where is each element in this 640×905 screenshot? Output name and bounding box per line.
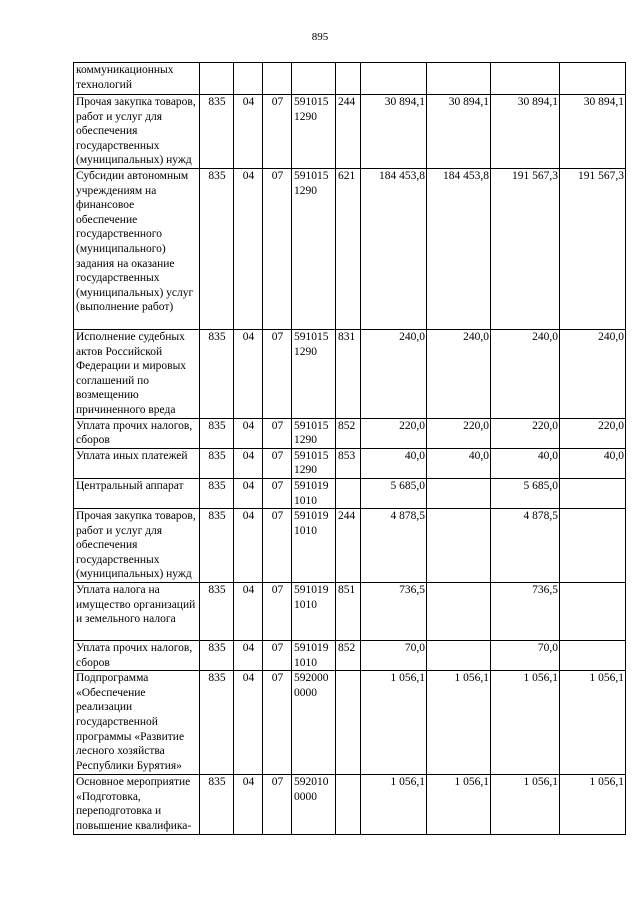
- amount-cell-4: 191 567,3: [560, 168, 626, 329]
- amount-cell-1: 1 056,1: [361, 671, 427, 775]
- amount-cell-4: 30 894,1: [560, 95, 626, 169]
- amount-cell-1: 40,0: [361, 448, 427, 478]
- row-name-cell: Прочая закупка товаров, работ и услуг для обеспечения государственных (муниципальных) нужд: [74, 509, 200, 583]
- expense-type-cell: 851: [336, 583, 361, 641]
- table-row: [74, 448, 626, 478]
- expense-type-cell: 831: [336, 329, 361, 418]
- expense-type-cell: 852: [336, 641, 361, 671]
- amount-cell-1: 70,0: [361, 641, 427, 671]
- table-row: [74, 775, 626, 834]
- admin-code-cell: 835: [200, 641, 234, 671]
- section-code-cell: 04: [234, 583, 263, 641]
- admin-code-cell: 835: [200, 168, 234, 329]
- subsection-code-cell: 07: [263, 95, 292, 169]
- target-article-cell: 592000 0000: [292, 671, 336, 775]
- expense-type-cell: [336, 671, 361, 775]
- target-article-cell: 591019 1010: [292, 583, 336, 641]
- amount-cell-3: 736,5: [491, 583, 560, 641]
- section-code-cell: 04: [234, 671, 263, 775]
- subsection-code-cell: 07: [263, 641, 292, 671]
- admin-code-cell: 835: [200, 583, 234, 641]
- amount-cell-1: 5 685,0: [361, 478, 427, 508]
- amount-cell-4: 220,0: [560, 418, 626, 448]
- amount-cell-1: 4 878,5: [361, 509, 427, 583]
- amount-cell-3: 1 056,1: [491, 775, 560, 834]
- amount-cell-3: 5 685,0: [491, 478, 560, 508]
- expense-type-cell: 853: [336, 448, 361, 478]
- admin-code-cell: 835: [200, 478, 234, 508]
- target-article-cell: 591015 1290: [292, 329, 336, 418]
- page-number: 895: [311, 31, 329, 43]
- row-name-cell: Субсидии автономным учреждениям на финансовое обеспечение государственного (муниципального) задания на оказание государственных (муниципальных) услуг (выполнение работ): [74, 168, 200, 329]
- amount-cell-2: [427, 63, 491, 95]
- amount-cell-1: 736,5: [361, 583, 427, 641]
- section-code-cell: 04: [234, 448, 263, 478]
- subsection-code-cell: 07: [263, 583, 292, 641]
- amount-cell-3: 240,0: [491, 329, 560, 418]
- section-code-cell: 04: [234, 775, 263, 834]
- target-article-cell: 591015 1290: [292, 95, 336, 169]
- amount-cell-4: [560, 509, 626, 583]
- amount-cell-3: 70,0: [491, 641, 560, 671]
- row-name-cell: коммуникационных технологий: [74, 63, 200, 95]
- subsection-code-cell: 07: [263, 329, 292, 418]
- row-name-cell: Прочая закупка товаров, работ и услуг для обеспечения государственных (муниципальных) нужд: [74, 95, 200, 169]
- admin-code-cell: 835: [200, 329, 234, 418]
- row-name-cell: Уплата прочих налогов, сборов: [74, 418, 200, 448]
- subsection-code-cell: 07: [263, 448, 292, 478]
- amount-cell-3: 4 878,5: [491, 509, 560, 583]
- row-name-cell: Центральный аппарат: [74, 478, 200, 508]
- amount-cell-3: 220,0: [491, 418, 560, 448]
- amount-cell-1: [361, 63, 427, 95]
- section-code-cell: 04: [234, 329, 263, 418]
- section-code-cell: 04: [234, 95, 263, 169]
- target-article-cell: 591019 1010: [292, 641, 336, 671]
- expense-type-cell: [336, 478, 361, 508]
- amount-cell-4: 1 056,1: [560, 671, 626, 775]
- row-name-cell: Уплата налога на имущество организаций и земельного налога: [74, 583, 200, 641]
- amount-cell-2: 40,0: [427, 448, 491, 478]
- section-code-cell: 04: [234, 418, 263, 448]
- expense-type-cell: [336, 63, 361, 95]
- section-code-cell: 04: [234, 509, 263, 583]
- amount-cell-4: [560, 641, 626, 671]
- admin-code-cell: 835: [200, 95, 234, 169]
- amount-cell-3: 30 894,1: [491, 95, 560, 169]
- section-code-cell: 04: [234, 641, 263, 671]
- target-article-cell: 592010 0000: [292, 775, 336, 834]
- subsection-code-cell: 07: [263, 509, 292, 583]
- admin-code-cell: [200, 63, 234, 95]
- expense-type-cell: 621: [336, 168, 361, 329]
- amount-cell-4: 240,0: [560, 329, 626, 418]
- subsection-code-cell: [263, 63, 292, 95]
- amount-cell-2: 220,0: [427, 418, 491, 448]
- section-code-cell: 04: [234, 478, 263, 508]
- table-row: [74, 478, 626, 508]
- subsection-code-cell: 07: [263, 671, 292, 775]
- table-row: [74, 329, 626, 418]
- amount-cell-4: 1 056,1: [560, 775, 626, 834]
- target-article-cell: [292, 63, 336, 95]
- amount-cell-4: [560, 583, 626, 641]
- expense-type-cell: [336, 775, 361, 834]
- row-name-cell: Уплата иных платежей: [74, 448, 200, 478]
- target-article-cell: 591019 1010: [292, 509, 336, 583]
- subsection-code-cell: 07: [263, 168, 292, 329]
- amount-cell-1: 220,0: [361, 418, 427, 448]
- amount-cell-3: [491, 63, 560, 95]
- table-row: [74, 583, 626, 641]
- amount-cell-4: [560, 478, 626, 508]
- admin-code-cell: 835: [200, 418, 234, 448]
- target-article-cell: 591019 1010: [292, 478, 336, 508]
- amount-cell-2: 1 056,1: [427, 671, 491, 775]
- subsection-code-cell: 07: [263, 478, 292, 508]
- row-name-cell: Основное мероприятие «Подготовка, переподготовка и повышение квалифика-: [74, 775, 200, 834]
- amount-cell-2: 240,0: [427, 329, 491, 418]
- row-name-cell: Исполнение судебных актов Российской Федерации и мировых соглашений по возмещению причиненного вреда: [74, 329, 200, 418]
- subsection-code-cell: 07: [263, 418, 292, 448]
- target-article-cell: 591015 1290: [292, 168, 336, 329]
- expense-type-cell: 852: [336, 418, 361, 448]
- target-article-cell: 591015 1290: [292, 418, 336, 448]
- amount-cell-1: 240,0: [361, 329, 427, 418]
- table-row: [74, 509, 626, 583]
- amount-cell-2: [427, 641, 491, 671]
- amount-cell-4: [560, 63, 626, 95]
- amount-cell-3: 191 567,3: [491, 168, 560, 329]
- amount-cell-2: [427, 583, 491, 641]
- amount-cell-2: 1 056,1: [427, 775, 491, 834]
- table-row: [74, 168, 626, 329]
- amount-cell-1: 30 894,1: [361, 95, 427, 169]
- table-row: [74, 418, 626, 448]
- row-name-cell: Уплата прочих налогов, сборов: [74, 641, 200, 671]
- admin-code-cell: 835: [200, 509, 234, 583]
- table-row: [74, 641, 626, 671]
- table-row: [74, 63, 626, 95]
- amount-cell-2: 184 453,8: [427, 168, 491, 329]
- amount-cell-3: 1 056,1: [491, 671, 560, 775]
- subsection-code-cell: 07: [263, 775, 292, 834]
- row-name-cell: Подпрограмма «Обеспечение реализации государственной программы «Развитие лесного хозяйства Республики Бурятия»: [74, 671, 200, 775]
- section-code-cell: [234, 63, 263, 95]
- amount-cell-1: 184 453,8: [361, 168, 427, 329]
- table-row: [74, 95, 626, 169]
- admin-code-cell: 835: [200, 775, 234, 834]
- section-code-cell: 04: [234, 168, 263, 329]
- amount-cell-2: [427, 509, 491, 583]
- admin-code-cell: 835: [200, 448, 234, 478]
- amount-cell-2: [427, 478, 491, 508]
- amount-cell-2: 30 894,1: [427, 95, 491, 169]
- admin-code-cell: 835: [200, 671, 234, 775]
- amount-cell-4: 40,0: [560, 448, 626, 478]
- table-row: [74, 671, 626, 775]
- target-article-cell: 591015 1290: [292, 448, 336, 478]
- budget-table: [73, 62, 626, 835]
- expense-type-cell: 244: [336, 509, 361, 583]
- table-body: [74, 63, 626, 835]
- amount-cell-1: 1 056,1: [361, 775, 427, 834]
- expense-type-cell: 244: [336, 95, 361, 169]
- amount-cell-3: 40,0: [491, 448, 560, 478]
